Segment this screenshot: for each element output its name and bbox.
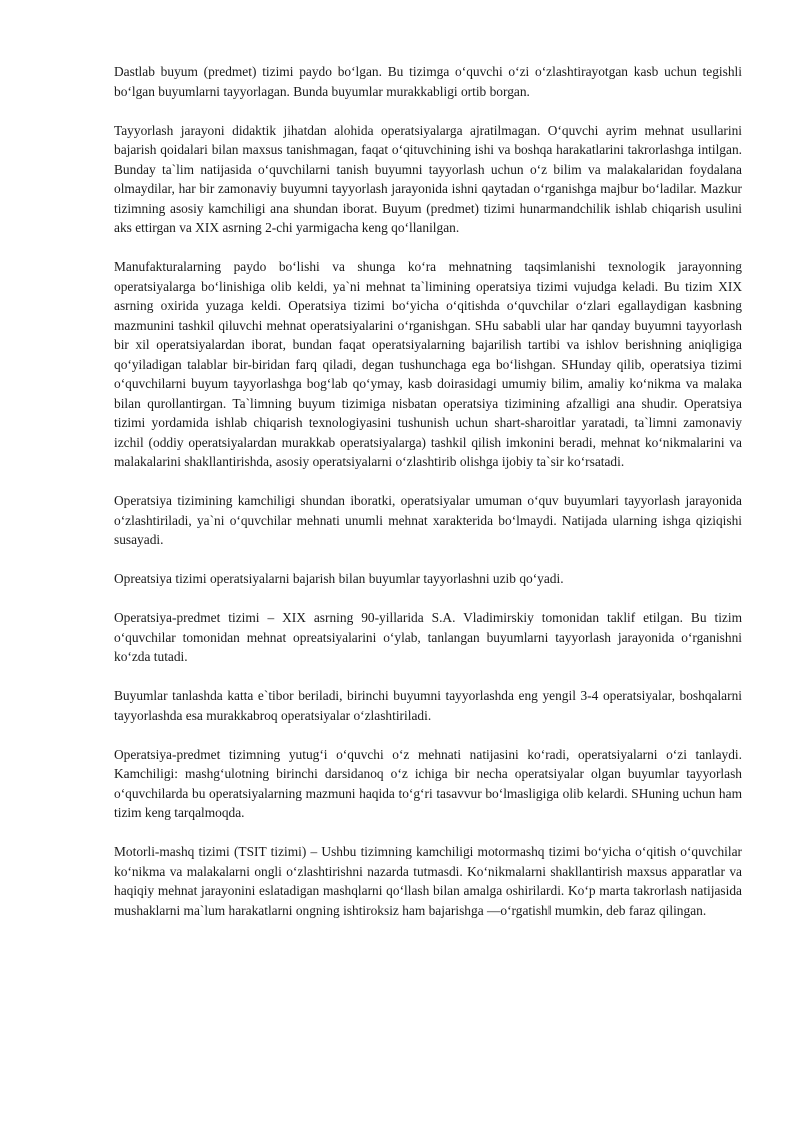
paragraph-manufakturalar: Manufakturalarning paydo bo‘lishi va shunga ko‘ra mehnatning taqsimlanishi texnologik jarayonning operatsiyalarga bo‘linishiga olib keldi, ya`ni mehnat ta`limining operatsiya tizimi vujudga keladi. Bu tizim XIX asrning oxirida yuzaga keldi. Operatsiya tizimi bo‘yicha o‘qitishda o‘quvchilar o‘zlari egallaydigan kasbning mazmunini tashkil qiluvchi mehnat operatsiyalarini o‘rganishgan. SHu sababli ular har qanday buyumni tayyorlash bir xil operatsiyalardan iborat, bundan faqat operatsiyalarning bajarilish tartibi va ishlov berishning aniqligiga qo‘yiladigan talablar bir-biridan farq qiladi, degan tushunchaga ega bo‘lishgan. SHunday qilib, operatsiya tizimi o‘quvchilarni buyum tayyorlashga bog‘lab qo‘ymay, kasb doirasidagi umumiy bilim, amaliy ko‘nikma va malaka bilan qurollantirgan. Ta`limning buyum tizimiga nisbatan operatsiya tizimining afzalligi ana shudir. Operatsiya tizimi yordamida ishlab chiqarish texnologiyasini tushunish uchun shart-sharoitlar yaratadi, ta`limni zamonaviy izchil (oddiy operatsiyalardan murakkab operatsiyalarga) tashkil qilish imkonini beradi, mehnat ko‘nikmalarini va malakalarini shakllantirishda, asosiy operatsiyalarni o‘zlashtirib olishga ijobiy ta`sir ko‘rsatadi.	[114, 259, 742, 469]
paragraph-operatsiya-predmet-yutugi: Operatsiya-predmet tizimning yutug‘i o‘quvchi o‘z mehnati natijasini ko‘radi, operatsiyalarni o‘zi tanlaydi. Kamchiligi: mashg‘ulotning birinchi darsidanoq o‘z ichiga bir necha operatsiyalar olgan buyumlar tayyorlash o‘quvchilarda bu operatsiyalarning mazmuni haqida to‘g‘ri tasavvur bo‘lmasligiga olib kelardi. SHuning uchun ham tizim keng tarqalmoqda.	[114, 746, 742, 820]
document-page	[114, 62, 742, 920]
paragraph-operatsiya-uzib: Opreatsiya tizimi operatsiyalarni bajarish bilan buyumlar tayyorlashni uzib qo‘yadi.	[114, 571, 564, 586]
paragraph-buyum-tizimi: Dastlab buyum (predmet) tizimi paydo bo‘lgan. Bu tizimga o‘quvchi o‘zi o‘zlashtirayotgan kasb uchun tegishli bo‘lgan buyumlarni tayyorlagan. Bunda buyumlar murakkabligi ortib borgan.	[114, 64, 742, 99]
paragraph-operatsiya-kamchiligi: Operatsiya tizimining kamchiligi shundan iboratki, operatsiyalar umuman o‘quv buyumlari tayyorlash jarayonida o‘zlashtiriladi, ya`ni o‘quvchilar mehnati unumli mehnat xarakterida bo‘lmaydi. Natijada ularning ishga qiziqishi susayadi.	[114, 493, 742, 547]
paragraph-tayyorlash-jarayoni: Tayyorlash jarayoni didaktik jihatdan alohida operatsiyalarga ajratilmagan. O‘quvchi ayrim mehnat usullarini bajarish qoidalari bilan maxsus tanishmagan, faqat o‘qituvchining ishi va boshqa harakatlarini takrorlashga intilgan. Bunday ta`lim natijasida o‘quvchilarni tanish buyumni tayyorlash uchun o‘z bilim va malakalaridan foydalana olmaydilar, har bir zamonaviy buyumni tayyorlash jarayonida ishni qaytadan o‘rganishga majbur bo‘ladilar. Mazkur tizimning asosiy kamchiligi ana shundan iborat. Buyum (predmet) tizimi hunarmandchilik ishlab chiqarish usulini aks ettirgan va XIX asrning 2-chi yarmigacha keng qo‘llanilgan.	[114, 122, 742, 235]
paragraph-buyumlar-tanlash: Buyumlar tanlashda katta e`tibor beriladi, birinchi buyumni tayyorlashda eng yengil 3-4 operatsiyalar, boshqalarni tayyorlashda esa murakkabroq operatsiyalar o‘zlashtiriladi.	[114, 688, 742, 723]
paragraph-motorli-mashq: Motorli-mashq tizimi (TSIT tizimi) – Ushbu tizimning kamchiligi motormashq tizimi bo‘yicha o‘qitish o‘quvchilar ko‘nikma va malakalarni ongli o‘zlashtirishni nazarda tutmasdi. Ko‘nikmalarni shakllantirish maxsus apparatlar va haqiqiy mehnat jarayonini eslatadigan mashqlarni qo‘llash bilan amalga oshirilardi. Ko‘p marta takrorlash natijasida mushaklarni ma`lum harakatlarni ongning ishtiroksiz ham bajarishga ―o‘rgatish‖ mumkin, deb faraz qilingan.	[114, 844, 742, 918]
paragraph-operatsiya-predmet: Operatsiya-predmet tizimi – XIX asrning 90-yillarida S.A. Vladimirskiy tomonidan taklif etilgan. Bu tizim o‘quvchilar tomonidan mehnat opreatsiyalarini o‘ylab, tanlangan buyumlarni tayyorlash jarayonida o‘rganishni ko‘zda tutadi.	[114, 610, 742, 664]
